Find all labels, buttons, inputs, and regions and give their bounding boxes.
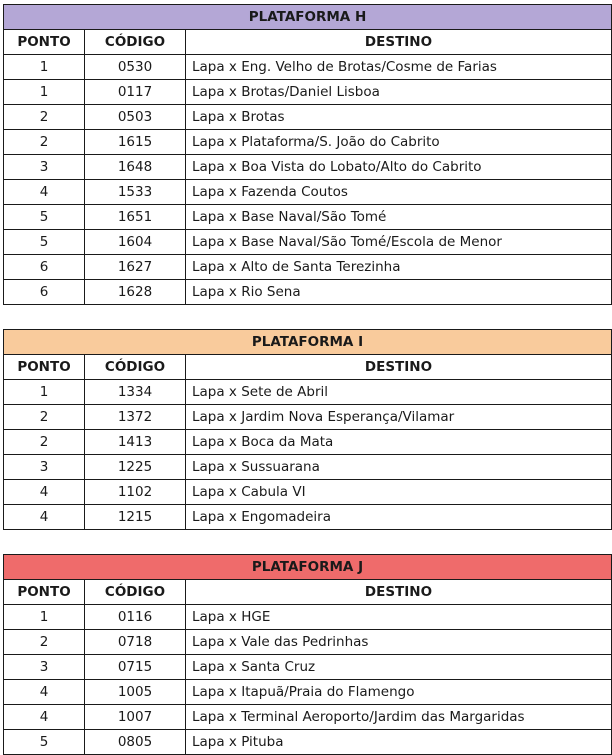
destino-cell: Lapa x Boa Vista do Lobato/Alto do Cabrito xyxy=(186,155,612,180)
table-row xyxy=(4,155,612,180)
ponto-cell: 4 xyxy=(4,180,85,205)
destino-cell: Lapa x HGE xyxy=(186,605,612,630)
codigo-cell: 0715 xyxy=(85,655,186,680)
codigo-cell: 1102 xyxy=(85,480,186,505)
destino-cell: Lapa x Terminal Aeroporto/Jardim das Margaridas xyxy=(186,705,612,730)
ponto-cell: 3 xyxy=(4,655,85,680)
destino-cell: Lapa x Boca da Mata xyxy=(186,430,612,455)
ponto-cell: 6 xyxy=(4,255,85,280)
codigo-cell: 1225 xyxy=(85,455,186,480)
header-codigo: CÓDIGO xyxy=(85,580,186,605)
destino-cell: Lapa x Brotas xyxy=(186,105,612,130)
table-row xyxy=(4,605,612,630)
destino-cell: Lapa x Santa Cruz xyxy=(186,655,612,680)
codigo-cell: 1413 xyxy=(85,430,186,455)
platform-title-row xyxy=(4,5,612,30)
ponto-cell: 3 xyxy=(4,155,85,180)
ponto-cell: 5 xyxy=(4,205,85,230)
ponto-cell: 4 xyxy=(4,680,85,705)
platform-title-row xyxy=(4,555,612,580)
platform-table-h xyxy=(3,4,612,305)
table-row xyxy=(4,505,612,530)
table-row xyxy=(4,55,612,80)
header-row xyxy=(4,580,612,605)
platform-title: PLATAFORMA J xyxy=(4,555,612,580)
codigo-cell: 0116 xyxy=(85,605,186,630)
ponto-cell: 1 xyxy=(4,380,85,405)
codigo-cell: 1615 xyxy=(85,130,186,155)
header-destino: DESTINO xyxy=(186,30,612,55)
codigo-cell: 1215 xyxy=(85,505,186,530)
header-codigo: CÓDIGO xyxy=(85,355,186,380)
codigo-cell: 0530 xyxy=(85,55,186,80)
destino-cell: Lapa x Jardim Nova Esperança/Vilamar xyxy=(186,405,612,430)
table-row xyxy=(4,130,612,155)
codigo-cell: 1533 xyxy=(85,180,186,205)
platform-table-i xyxy=(3,329,612,530)
destino-cell: Lapa x Sussuarana xyxy=(186,455,612,480)
destino-cell: Lapa x Cabula VI xyxy=(186,480,612,505)
table-row xyxy=(4,705,612,730)
ponto-cell: 2 xyxy=(4,630,85,655)
ponto-cell: 1 xyxy=(4,80,85,105)
table-row xyxy=(4,630,612,655)
table-row xyxy=(4,655,612,680)
destino-cell: Lapa x Plataforma/S. João do Cabrito xyxy=(186,130,612,155)
table-row xyxy=(4,730,612,755)
ponto-cell: 4 xyxy=(4,705,85,730)
codigo-cell: 0117 xyxy=(85,80,186,105)
platform-title-row xyxy=(4,330,612,355)
table-row xyxy=(4,405,612,430)
ponto-cell: 4 xyxy=(4,480,85,505)
ponto-cell: 5 xyxy=(4,230,85,255)
destino-cell: Lapa x Vale das Pedrinhas xyxy=(186,630,612,655)
platform-title: PLATAFORMA I xyxy=(4,330,612,355)
table-row xyxy=(4,430,612,455)
ponto-cell: 5 xyxy=(4,730,85,755)
codigo-cell: 1334 xyxy=(85,380,186,405)
ponto-cell: 1 xyxy=(4,605,85,630)
codigo-cell: 0718 xyxy=(85,630,186,655)
destino-cell: Lapa x Rio Sena xyxy=(186,280,612,305)
table-row xyxy=(4,205,612,230)
ponto-cell: 1 xyxy=(4,55,85,80)
destino-cell: Lapa x Itapuã/Praia do Flamengo xyxy=(186,680,612,705)
codigo-cell: 0805 xyxy=(85,730,186,755)
destino-cell: Lapa x Brotas/Daniel Lisboa xyxy=(186,80,612,105)
header-ponto: PONTO xyxy=(4,580,85,605)
platform-table-j xyxy=(3,554,612,755)
destino-cell: Lapa x Base Naval/São Tomé xyxy=(186,205,612,230)
table-row xyxy=(4,105,612,130)
table-row xyxy=(4,480,612,505)
table-row xyxy=(4,455,612,480)
header-ponto: PONTO xyxy=(4,355,85,380)
codigo-cell: 1604 xyxy=(85,230,186,255)
table-row xyxy=(4,180,612,205)
destino-cell: Lapa x Alto de Santa Terezinha xyxy=(186,255,612,280)
destino-cell: Lapa x Pituba xyxy=(186,730,612,755)
header-destino: DESTINO xyxy=(186,580,612,605)
ponto-cell: 2 xyxy=(4,130,85,155)
header-row xyxy=(4,355,612,380)
codigo-cell: 1648 xyxy=(85,155,186,180)
table-row xyxy=(4,80,612,105)
codigo-cell: 1651 xyxy=(85,205,186,230)
table-row xyxy=(4,280,612,305)
ponto-cell: 3 xyxy=(4,455,85,480)
destino-cell: Lapa x Eng. Velho de Brotas/Cosme de Farias xyxy=(186,55,612,80)
codigo-cell: 0503 xyxy=(85,105,186,130)
codigo-cell: 1005 xyxy=(85,680,186,705)
codigo-cell: 1372 xyxy=(85,405,186,430)
codigo-cell: 1007 xyxy=(85,705,186,730)
table-row xyxy=(4,680,612,705)
header-ponto: PONTO xyxy=(4,30,85,55)
ponto-cell: 2 xyxy=(4,105,85,130)
destino-cell: Lapa x Fazenda Coutos xyxy=(186,180,612,205)
destino-cell: Lapa x Engomadeira xyxy=(186,505,612,530)
header-destino: DESTINO xyxy=(186,355,612,380)
header-codigo: CÓDIGO xyxy=(85,30,186,55)
table-row xyxy=(4,380,612,405)
ponto-cell: 2 xyxy=(4,430,85,455)
table-row xyxy=(4,255,612,280)
codigo-cell: 1628 xyxy=(85,280,186,305)
table-row xyxy=(4,230,612,255)
destino-cell: Lapa x Sete de Abril xyxy=(186,380,612,405)
header-row xyxy=(4,30,612,55)
platform-title: PLATAFORMA H xyxy=(4,5,612,30)
codigo-cell: 1627 xyxy=(85,255,186,280)
destino-cell: Lapa x Base Naval/São Tomé/Escola de Menor xyxy=(186,230,612,255)
ponto-cell: 2 xyxy=(4,405,85,430)
ponto-cell: 4 xyxy=(4,505,85,530)
ponto-cell: 6 xyxy=(4,280,85,305)
